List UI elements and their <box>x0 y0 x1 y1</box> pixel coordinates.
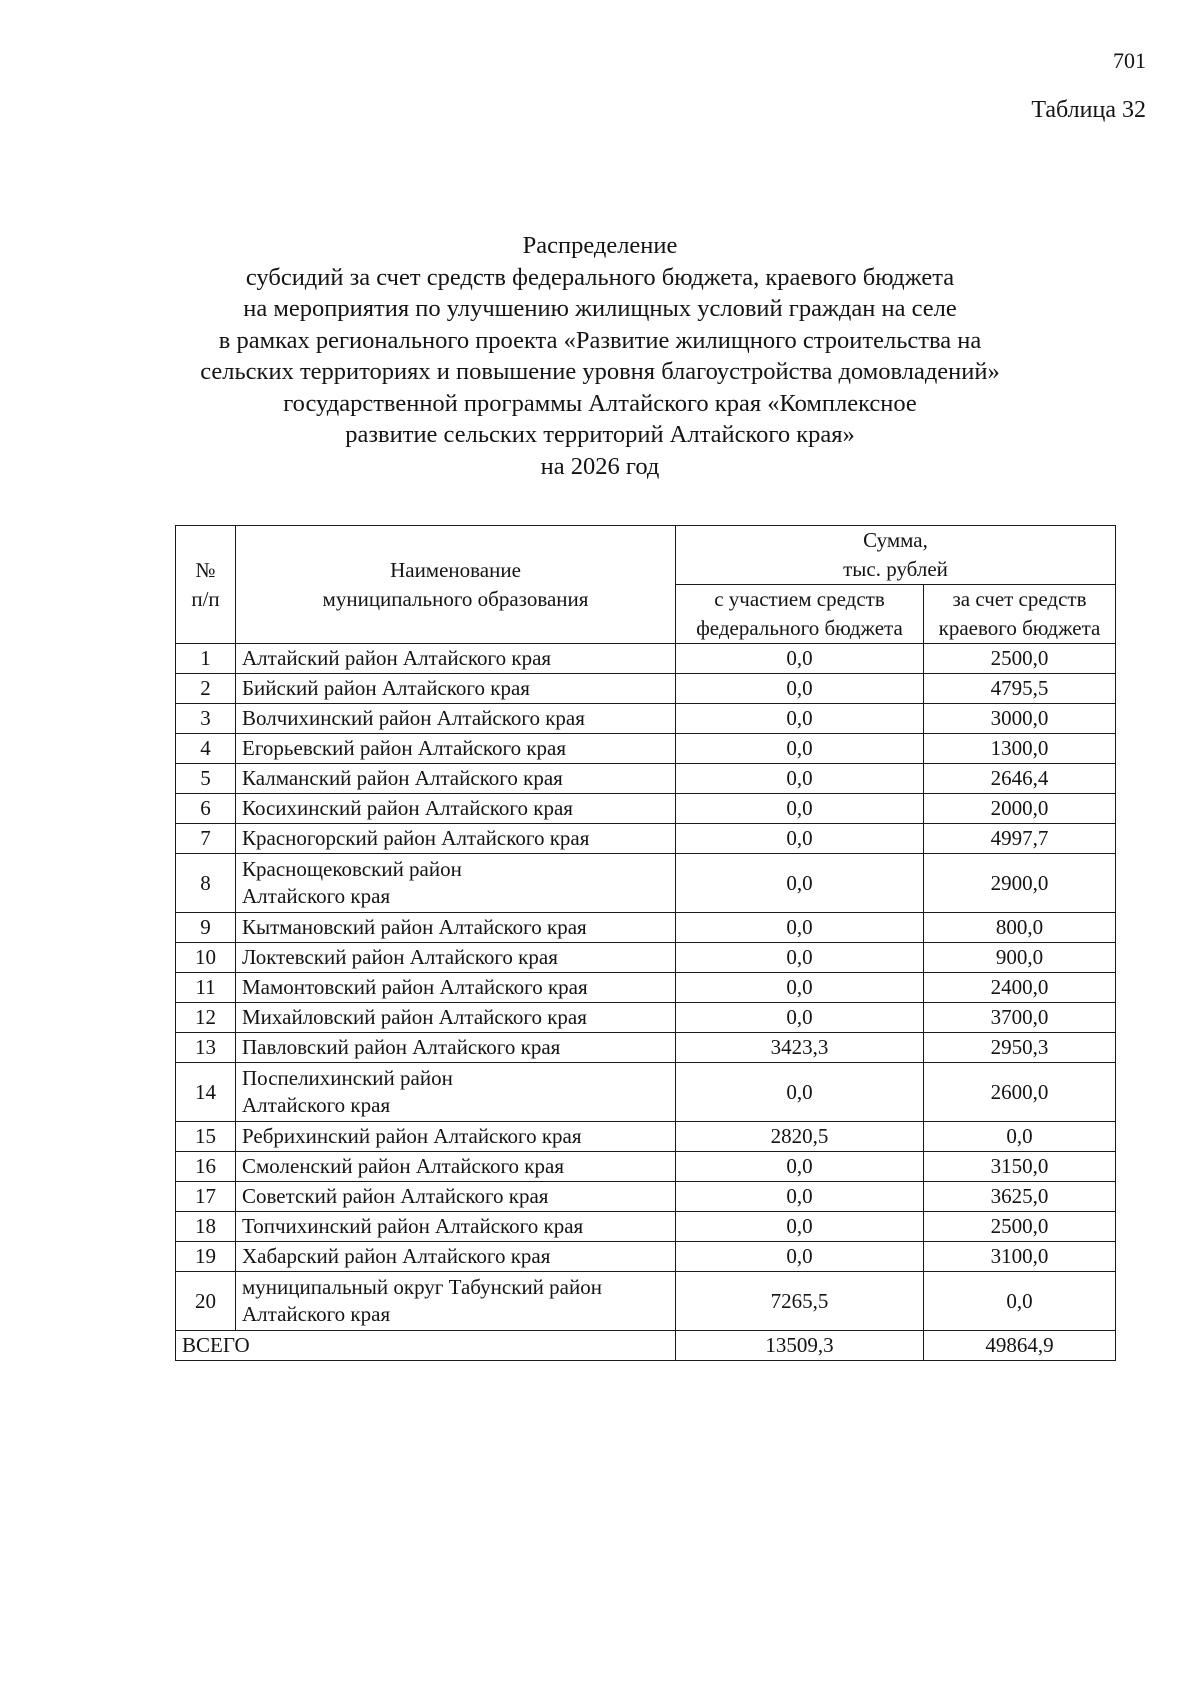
title-line: Распределение <box>522 232 678 259</box>
regional-amount: 2900,0 <box>924 854 1116 913</box>
regional-amount: 3150,0 <box>924 1152 1116 1182</box>
municipality-name: Хабарский район Алтайского края <box>236 1242 676 1272</box>
federal-amount: 0,0 <box>676 1003 924 1033</box>
row-number: 1 <box>176 644 236 674</box>
row-number: 4 <box>176 734 236 764</box>
regional-amount: 3625,0 <box>924 1182 1116 1212</box>
table-row <box>176 1063 1116 1122</box>
municipality-name: Поспелихинский район Алтайского края <box>236 1063 676 1122</box>
regional-amount: 2600,0 <box>924 1063 1116 1122</box>
federal-amount: 0,0 <box>676 734 924 764</box>
title-line: на 2026 год <box>540 452 660 480</box>
regional-amount: 2500,0 <box>924 1212 1116 1242</box>
subsidy-table <box>175 525 1116 1361</box>
federal-amount: 0,0 <box>676 973 924 1003</box>
regional-amount: 0,0 <box>924 1272 1116 1331</box>
document-title <box>0 230 1200 482</box>
table-row <box>176 1152 1116 1182</box>
total-row <box>176 1331 1116 1361</box>
federal-amount: 3423,3 <box>676 1033 924 1063</box>
regional-amount: 2500,0 <box>924 644 1116 674</box>
table-row <box>176 734 1116 764</box>
row-number: 14 <box>176 1063 236 1122</box>
row-number: 11 <box>176 973 236 1003</box>
row-number: 17 <box>176 1182 236 1212</box>
regional-amount: 2646,4 <box>924 764 1116 794</box>
federal-amount: 0,0 <box>676 1242 924 1272</box>
regional-amount: 0,0 <box>924 1122 1116 1152</box>
federal-amount: 0,0 <box>676 1182 924 1212</box>
title-line: сельских территориях и повышение уровня благоустройства домовладений» <box>200 358 1000 385</box>
title-line: в рамках регионального проекта «Развитие жилищного строительства на <box>218 326 982 354</box>
regional-amount: 900,0 <box>924 943 1116 973</box>
row-number: 3 <box>176 704 236 734</box>
regional-amount: 4997,7 <box>924 824 1116 854</box>
federal-amount: 0,0 <box>676 1212 924 1242</box>
table-row <box>176 1242 1116 1272</box>
table-row <box>176 1212 1116 1242</box>
header-num: № п/п <box>176 526 236 644</box>
table-row <box>176 824 1116 854</box>
total-federal-amount: 13509,3 <box>676 1331 924 1361</box>
row-number: 8 <box>176 854 236 913</box>
municipality-name: муниципальный округ Табунский район Алтайского края <box>236 1272 676 1331</box>
federal-amount: 0,0 <box>676 943 924 973</box>
row-number: 6 <box>176 794 236 824</box>
row-number: 16 <box>176 1152 236 1182</box>
regional-amount: 3000,0 <box>924 704 1116 734</box>
municipality-name: Волчихинский район Алтайского края <box>236 704 676 734</box>
municipality-name: Калманский район Алтайского края <box>236 764 676 794</box>
table-row <box>176 973 1116 1003</box>
municipality-name: Михайловский район Алтайского края <box>236 1003 676 1033</box>
row-number: 13 <box>176 1033 236 1063</box>
table-row <box>176 1033 1116 1063</box>
table-row <box>176 764 1116 794</box>
header-regional: за счет средств краевого бюджета <box>924 585 1116 644</box>
federal-amount: 0,0 <box>676 674 924 704</box>
table-label: Таблица 32 <box>1031 97 1146 123</box>
header-sum: Сумма, тыс. рублей <box>676 526 1116 585</box>
federal-amount: 0,0 <box>676 764 924 794</box>
title-line: развитие сельских территорий Алтайского края» <box>345 421 855 448</box>
regional-amount: 2950,3 <box>924 1033 1116 1063</box>
table-row <box>176 794 1116 824</box>
federal-amount: 2820,5 <box>676 1122 924 1152</box>
row-number: 7 <box>176 824 236 854</box>
municipality-name: Советский район Алтайского края <box>236 1182 676 1212</box>
row-number: 20 <box>176 1272 236 1331</box>
table-row <box>176 1272 1116 1331</box>
federal-amount: 0,0 <box>676 1152 924 1182</box>
table-row <box>176 704 1116 734</box>
row-number: 19 <box>176 1242 236 1272</box>
total-regional-amount: 49864,9 <box>924 1331 1116 1361</box>
federal-amount: 0,0 <box>676 824 924 854</box>
header-federal: с участием средств федерального бюджета <box>676 585 924 644</box>
header-name: Наименование муниципального образования <box>236 526 676 644</box>
federal-amount: 0,0 <box>676 704 924 734</box>
federal-amount: 0,0 <box>676 913 924 943</box>
regional-amount: 4795,5 <box>924 674 1116 704</box>
table-row <box>176 1182 1116 1212</box>
municipality-name: Локтевский район Алтайского края <box>236 943 676 973</box>
federal-amount: 0,0 <box>676 644 924 674</box>
title-line: на мероприятия по улучшению жилищных условий граждан на селе <box>243 295 957 322</box>
table-row <box>176 644 1116 674</box>
municipality-name: Красногорский район Алтайского края <box>236 824 676 854</box>
federal-amount: 7265,5 <box>676 1272 924 1331</box>
row-number: 18 <box>176 1212 236 1242</box>
municipality-name: Топчихинский район Алтайского края <box>236 1212 676 1242</box>
title-line: государственной программы Алтайского края «Комплексное <box>283 389 917 417</box>
page-number: 701 <box>1113 48 1146 73</box>
regional-amount: 3700,0 <box>924 1003 1116 1033</box>
table-row <box>176 913 1116 943</box>
row-number: 5 <box>176 764 236 794</box>
title-line: субсидий за счет средств федерального бюджета, краевого бюджета <box>245 263 955 291</box>
table-row <box>176 854 1116 913</box>
municipality-name: Смоленский район Алтайского края <box>236 1152 676 1182</box>
municipality-name: Алтайский район Алтайского края <box>236 644 676 674</box>
table-row <box>176 674 1116 704</box>
row-number: 9 <box>176 913 236 943</box>
table-row <box>176 1003 1116 1033</box>
row-number: 15 <box>176 1122 236 1152</box>
regional-amount: 2000,0 <box>924 794 1116 824</box>
regional-amount: 3100,0 <box>924 1242 1116 1272</box>
row-number: 12 <box>176 1003 236 1033</box>
regional-amount: 2400,0 <box>924 973 1116 1003</box>
federal-amount: 0,0 <box>676 1063 924 1122</box>
municipality-name: Краснощековский район Алтайского края <box>236 854 676 913</box>
table-body <box>176 644 1116 1361</box>
municipality-name: Ребрихинский район Алтайского края <box>236 1122 676 1152</box>
regional-amount: 1300,0 <box>924 734 1116 764</box>
municipality-name: Егорьевский район Алтайского края <box>236 734 676 764</box>
municipality-name: Косихинский район Алтайского края <box>236 794 676 824</box>
municipality-name: Бийский район Алтайского края <box>236 674 676 704</box>
table-row <box>176 1122 1116 1152</box>
municipality-name: Мамонтовский район Алтайского края <box>236 973 676 1003</box>
federal-amount: 0,0 <box>676 794 924 824</box>
municipality-name: Павловский район Алтайского края <box>236 1033 676 1063</box>
row-number: 2 <box>176 674 236 704</box>
federal-amount: 0,0 <box>676 854 924 913</box>
municipality-name: Кытмановский район Алтайского края <box>236 913 676 943</box>
total-label: ВСЕГО <box>176 1331 676 1361</box>
table-row <box>176 943 1116 973</box>
regional-amount: 800,0 <box>924 913 1116 943</box>
row-number: 10 <box>176 943 236 973</box>
